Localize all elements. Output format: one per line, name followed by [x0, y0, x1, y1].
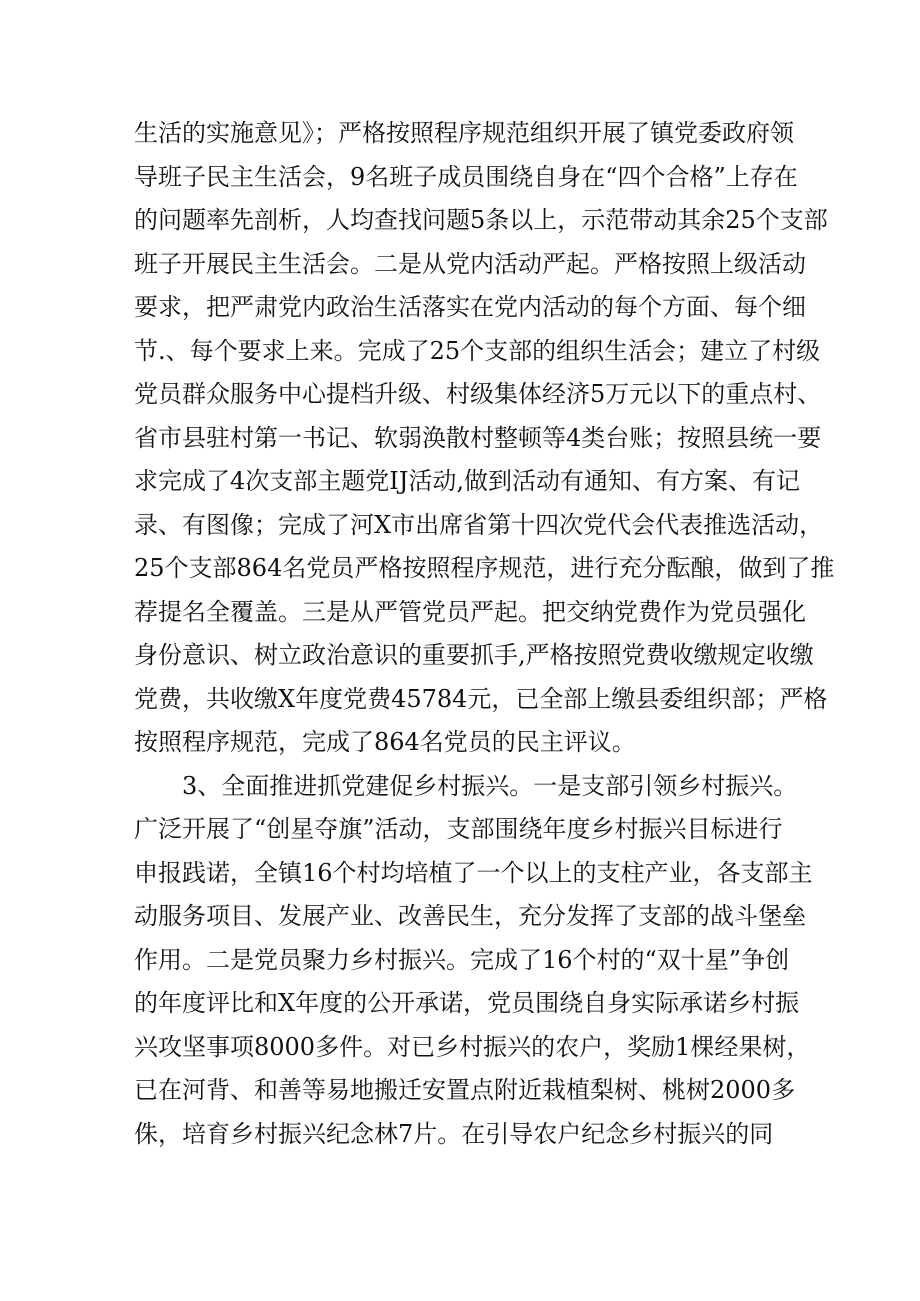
text-line: 兴攻坚事项8000多件。对已乡村振兴的农户，奖励1棵经果树，	[134, 1032, 811, 1061]
text-line: 作用。二是党员聚力乡村振兴。完成了16个村的“双十星”争创	[134, 945, 790, 974]
text-line: 荐提名全覆盖。三是从严管党员严起。把交纳党费作为党员强化	[134, 597, 806, 626]
text-line: 要求，把严肃党内政治生活落实在党内活动的每个方面、每个细	[134, 293, 806, 321]
text-line: 党员群众服务中心提档升级、村级集体经济5万元以下的重点村、	[134, 380, 822, 408]
text-line: 求完成了4次支部主题党IJ活动,做到活动有通知、有方案、有记	[134, 467, 800, 495]
text-line: 25个支部864名党员严格按照程序规范，进行充分酝酿，做到了推	[134, 554, 835, 582]
text-line: 省市县驻村第一书记、软弱涣散村整顿等4类台账；按照县统一要	[134, 423, 822, 452]
text-line: 党费，共收缴X年度党费45784元，已全部上缴县委组织部；严格	[134, 684, 828, 713]
text-line: 节.、每个要求上来。完成了25个支部的组织生活会；建立了村级	[134, 336, 821, 365]
text-line: 广泛开展了“创星夺旗”活动，支部围绕年度乡村振兴目标进行	[134, 815, 783, 843]
text-line: 申报践诺，全镇16个村均培植了一个以上的支柱产业，各支部主	[134, 858, 813, 887]
document-body	[134, 112, 835, 1156]
section-heading-line: 3、全面推进抓党建促乡村振兴。一是支部引领乡村振兴。	[182, 771, 798, 800]
text-line: 按照程序规范，完成了864名党员的民主评议。	[134, 728, 636, 756]
text-line: 动服务项目、发展产业、改善民生，充分发挥了支部的战斗堡垒	[134, 902, 806, 930]
text-line: 的问题率先剖析，人均查找问题5条以上，示范带动其余25个支部	[134, 206, 828, 234]
text-line: 班子开展民主生活会。二是从党内活动严起。严格按照上级活动	[134, 249, 806, 278]
text-line: 已在河背、和善等易地搬迁安置点附近栽植梨树、桃树2000多	[134, 1076, 796, 1104]
text-line: 身份意识、树立政治意识的重要抓手,严格按照党费收缴规定收缴	[134, 641, 814, 669]
text-line: 生活的实施意见》；严格按照程序规范组织开展了镇党委政府领	[134, 119, 794, 147]
text-line: 导班子民主生活会，9名班子成员围绕自身在“四个合格”上存在	[134, 162, 798, 191]
text-line: 的年度评比和X年度的公开承诺，党员围绕自身实际承诺乡村振	[134, 989, 800, 1017]
text-line: 录、有图像；完成了河X市出席省第十四次党代会代表推选活动，	[134, 510, 824, 539]
text-line: 侏，培育乡村振兴纪念林7片。在引导农户纪念乡村振兴的同	[134, 1119, 774, 1148]
